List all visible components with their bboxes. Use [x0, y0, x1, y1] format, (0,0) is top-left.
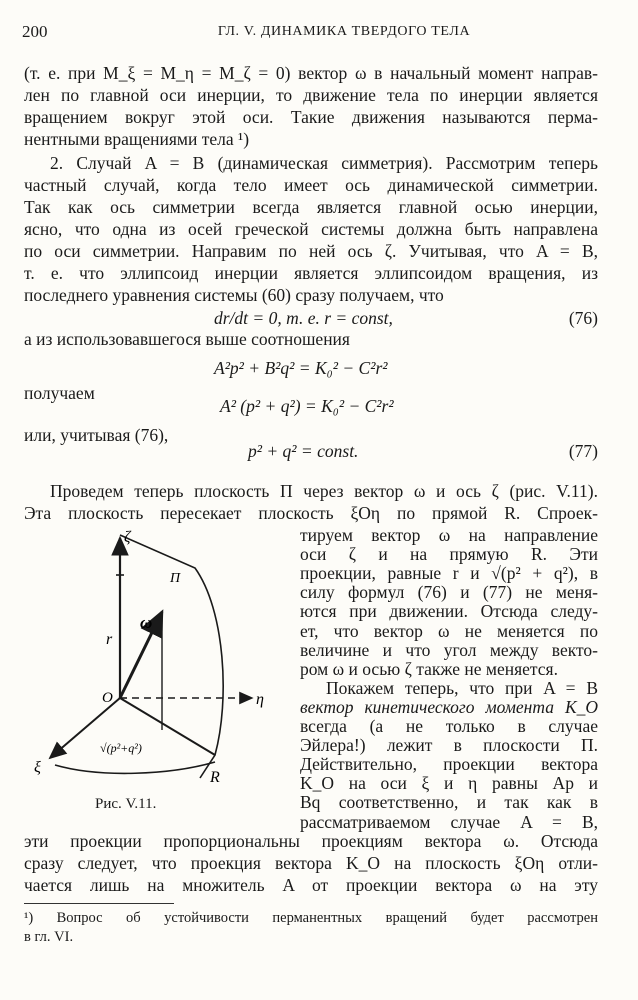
label-origin: O	[102, 690, 113, 706]
text-line: ясно, что одна из осей греческой системы должна быть направлена	[24, 219, 598, 239]
footnote-line: ¹) Вопрос об устойчивости перманентных вращений будет рассмотрен	[24, 910, 598, 926]
text-line: K_O на оси ξ и η равны Ap и	[300, 773, 598, 794]
text-line: нентными вращениями тела ¹)	[24, 129, 250, 149]
text-line: Покажем теперь, что при A = B	[326, 677, 598, 698]
text-line: величине и что угол между векто-	[300, 639, 598, 660]
bottom-curve	[55, 762, 215, 773]
text-line: вектор кинетического момента K_O	[300, 696, 598, 717]
footnote-line: в гл. VI.	[24, 929, 74, 945]
text-line: эти проекции пропорциональны проекциям вектора ω. Отсюда	[24, 831, 598, 851]
text-line: по оси симметрии. Направим по ней ось ζ. Учитывая, что A = B,	[24, 241, 598, 261]
text-line: частный случай, когда тело имеет ось динамической симметрии.	[24, 175, 598, 195]
text-line: Bq соответственно, и так как в	[300, 792, 598, 813]
page-number: 200	[22, 22, 48, 41]
equation-77: p² + q² = const.	[248, 441, 359, 461]
text-line: т. е. что эллипсоид инерции является эллипсоидом вращения, из	[24, 263, 598, 283]
text-line: последнего уравнения системы (60) сразу получаем, что	[24, 285, 444, 305]
text-line: (т. е. при M_ξ = M_η = M_ζ = 0) вектор ω в начальный момент направ-	[24, 63, 598, 83]
label-R: R	[210, 769, 220, 786]
label-eta: η	[256, 691, 264, 708]
text-line: Так как ось симметрии всегда является главной осью инерции,	[24, 197, 598, 217]
text-line: чается лишь на множитель A от проекции вектора ω на эту	[24, 875, 598, 895]
running-title: ГЛ. V. ДИНАМИКА ТВЕРДОГО ТЕЛА	[217, 24, 471, 39]
label-plane: П	[170, 571, 181, 586]
equation-76: dr/dt = 0, т. е. r = const,	[214, 308, 393, 328]
text-line: получаем	[24, 383, 95, 403]
text-line: проекции, равные r и √(p² + q²), в	[300, 563, 598, 584]
formula-b: A² (p² + q²) = K₀² − C²r²	[220, 396, 394, 416]
text-line: ет, что вектор ω не меняется по	[300, 620, 598, 641]
figure-v11	[20, 520, 300, 820]
text-line: Эйлера!) лежит в плоскости П.	[300, 735, 598, 756]
text-line: всегда (а не только в случае	[300, 716, 598, 736]
label-xi: ξ	[34, 759, 41, 776]
text-line: оси ζ и на прямую R. Эти	[300, 544, 598, 565]
text-line: тируем вектор ω на направление	[300, 525, 598, 545]
equation-number-76: (76)	[568, 308, 598, 328]
text-line: лен по главной оси инерции, то движение тела по инерции является	[24, 85, 598, 105]
text-line: Проведем теперь плоскость П через вектор ω и ось ζ (рис. V.11).	[50, 481, 598, 501]
text-line: силу формул (76) и (77) не меня-	[300, 582, 598, 603]
text-line: Действительно, проекции вектора	[300, 754, 598, 775]
equation-number-77: (77)	[568, 441, 598, 461]
figure-caption: Рис. V.11.	[95, 796, 157, 812]
text-line: или, учитывая (76),	[24, 425, 169, 445]
text-line: вращением вокруг этой оси. Такие движения называются перма-	[24, 107, 598, 127]
text-line: рассматриваемом случае A = B,	[300, 811, 598, 832]
text-line: ются при движении. Отсюда следу-	[300, 601, 598, 622]
text-line: Эта плоскость пересекает плоскость ξOη по прямой R. Спроек-	[24, 503, 598, 523]
label-omega: ω	[140, 613, 153, 632]
text-line: ром ω и осью ζ также не меняется.	[300, 658, 558, 679]
label-proj: √(p²+q²)	[100, 741, 142, 755]
footnote-rule	[24, 903, 174, 904]
text-line: а из использовавшегося выше соотношения	[24, 329, 350, 349]
formula-a: A²p² + B²q² = K₀² − C²r²	[214, 358, 388, 378]
label-r: r	[106, 631, 113, 648]
label-zeta: ζ	[124, 529, 131, 546]
section-heading-line: 2. Случай A = B (динамическая симметрия). Рассмотрим теперь	[50, 153, 598, 173]
text-line: сразу следует, что проекция вектора K_O на плоскость ξOη отли-	[24, 853, 598, 873]
